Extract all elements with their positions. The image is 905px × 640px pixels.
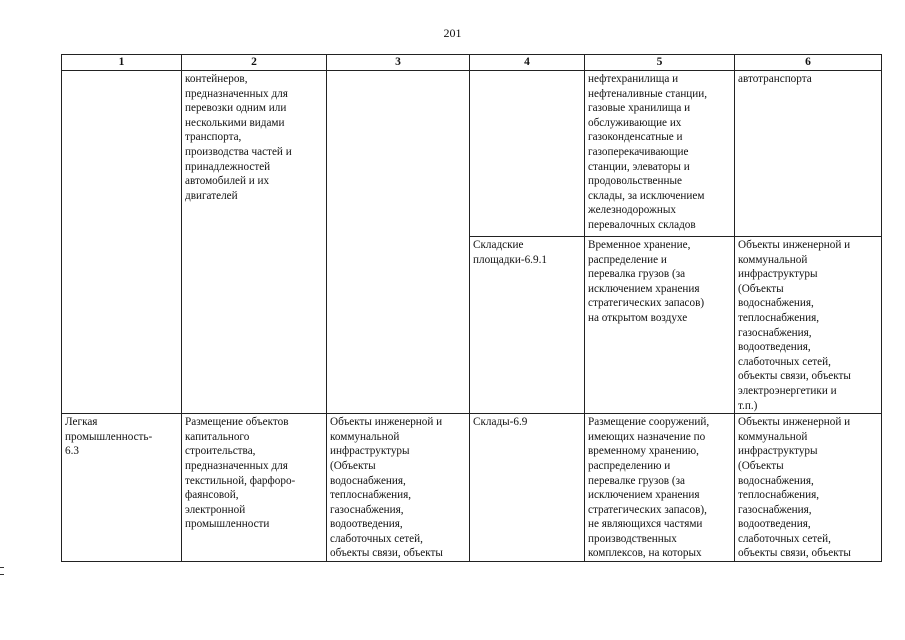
cell-text: нефтехранилища и нефтеналивные станции, газовые хранилища и обслуживающие их газоконденсатные и газоперекачивающие станции, элеваторы и продовольственные склады, за исключением железнодорожных перевалочных складов	[588, 73, 708, 231]
table-cell	[182, 71, 327, 414]
cell-text: Размещение объектов капитального строительства, предназначенных для текстильной, фарфоро- фаянсовой, электронной промышленности	[185, 416, 296, 531]
table-cell	[182, 414, 327, 562]
table-cell	[62, 71, 182, 414]
table-cell	[470, 71, 585, 237]
cell-text: Складские площадки-6.9.1	[473, 239, 547, 266]
table-row	[62, 414, 882, 562]
table-cell	[735, 237, 882, 414]
cell-text: контейнеров, предназначенных для перевозки одним или несколькими видами транспорта, производства частей и принадлежностей автомобилей и их двигателей	[185, 73, 292, 202]
table-cell	[735, 71, 882, 237]
table-row	[62, 71, 882, 237]
page-number: 201	[443, 26, 462, 40]
margin-mark	[0, 567, 4, 575]
column-header-4: 4	[470, 55, 585, 71]
column-header-5: 5	[585, 55, 735, 71]
cell-text: Объекты инженерной и коммунальной инфраструктуры (Объекты водоснабжения, теплоснабжения, газоснабжения, водоотведения, слаботочных сетей, объекты связи, объекты	[738, 416, 851, 560]
table-cell	[327, 414, 470, 562]
land-use-table	[61, 54, 882, 562]
cell-text: Склады-6.9	[473, 416, 528, 429]
column-header-3: 3	[327, 55, 470, 71]
column-header-6: 6	[735, 55, 882, 71]
table-cell	[470, 414, 585, 562]
table-cell	[735, 414, 882, 562]
table-cell	[327, 71, 470, 414]
column-header-1: 1	[62, 55, 182, 71]
table-cell	[585, 71, 735, 237]
cell-text: Объекты инженерной и коммунальной инфраструктуры (Объекты водоснабжения, теплоснабжения, газоснабжения, водоотведения, слаботочных сетей, объекты связи, объекты электроэнергетики и т.п.)	[738, 239, 851, 412]
table-cell	[585, 414, 735, 562]
table-cell	[470, 237, 585, 414]
column-header-2: 2	[182, 55, 327, 71]
cell-text: Временное хранение, распределение и перевалка грузов (за исключением хранения стратегических запасов) на открытом воздухе	[588, 239, 705, 324]
header-row	[62, 55, 882, 71]
cell-text: Объекты инженерной и коммунальной инфраструктуры (Объекты водоснабжения, теплоснабжения, газоснабжения, водоотведения, слаботочных сетей, объекты связи, объекты	[330, 416, 443, 560]
cell-text: Размещение сооружений, имеющих назначение по временному хранению, распределению и перевалке грузов (за исключением хранения стратегических запасов), не являющихся частями производственных комплексов, на которых	[588, 416, 710, 560]
cell-text: Легкая промышленность- 6.3	[65, 416, 153, 458]
cell-text: автотранспорта	[738, 73, 812, 85]
table-cell	[62, 414, 182, 562]
table-cell	[585, 237, 735, 414]
